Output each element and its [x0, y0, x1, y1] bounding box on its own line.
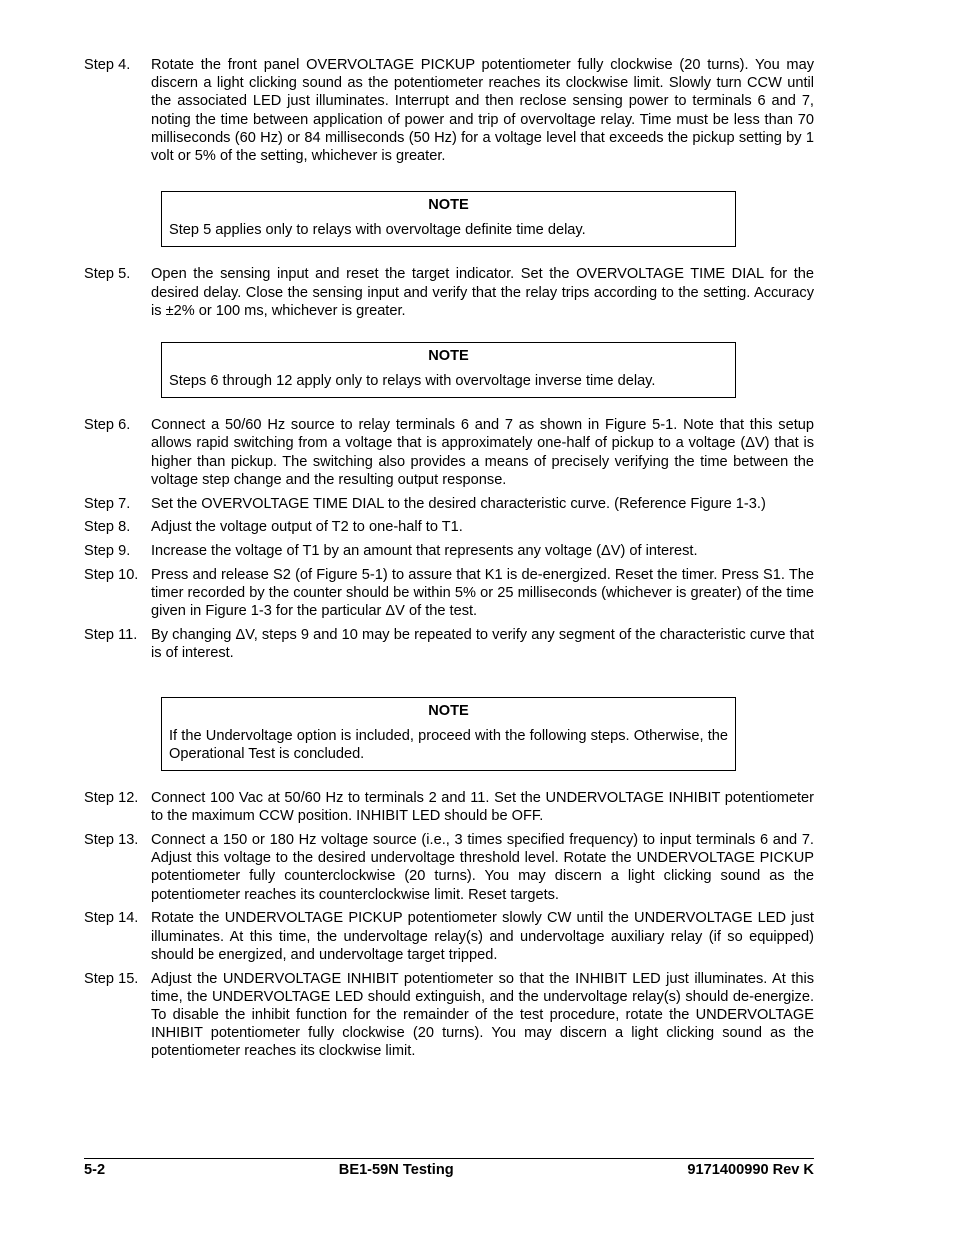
step-label: Step 10. — [84, 567, 139, 584]
step-label: Step 12. — [84, 790, 139, 807]
step-text: Adjust the voltage output of T2 to one-half to T1. — [151, 519, 463, 536]
footer-page-number: 5-2 — [84, 1162, 106, 1178]
step-text: By changing ΔV, steps 9 and 10 may be repeated to verify any segment of the characteristic curve that is of interest. — [151, 627, 814, 662]
step-11 — [84, 626, 814, 662]
step-9 — [84, 542, 814, 560]
note-text: If the Undervoltage option is included, proceed with the following steps. Otherwise, the Operational Test is concluded. — [169, 727, 728, 762]
step-label: Step 7. — [84, 495, 131, 512]
step-text: Connect 100 Vac at 50/60 Hz to terminals 2 and 11. Set the UNDERVOLTAGE INHIBIT potentiometer to the maximum CCW position. INHIBIT LED should be OFF. — [151, 790, 814, 825]
step-text: Connect a 150 or 180 Hz voltage source (i.e., 3 times specified frequency) to input terminals 6 and 7. Adjust this voltage to the desired undervoltage threshold level. Rotate the UNDERVOLTAGE PICKUP potentiometer fully counterclockwise (20 turns). You may discern a light clicking sound as the potentiometer reaches its counterclockwise limit. Reset targets. — [151, 832, 814, 903]
step-10 — [84, 566, 814, 621]
step-label: Step 5. — [84, 266, 131, 283]
step-14 — [84, 909, 814, 964]
step-label: Step 13. — [84, 832, 139, 849]
note-title: NOTE — [428, 197, 469, 214]
step-text: Rotate the UNDERVOLTAGE PICKUP potentiometer slowly CW until the UNDERVOLTAGE LED just illuminates. At this time, the undervoltage relay(s) and undervoltage auxiliary relay (if so equipped) should be energized, and undervoltage target tripped. — [151, 910, 814, 963]
step-label: Step 6. — [84, 417, 131, 434]
step-label: Step 15. — [84, 970, 139, 987]
footer-doc-number: 9171400990 Rev K — [687, 1162, 814, 1178]
note-title: NOTE — [428, 702, 469, 719]
step-12 — [84, 789, 814, 825]
footer-title: BE1-59N Testing — [338, 1162, 454, 1178]
step-8 — [84, 518, 814, 536]
step-label: Step 4. — [84, 57, 131, 73]
step-text: Increase the voltage of T1 by an amount that represents any voltage (ΔV) of interest. — [151, 543, 698, 560]
step-text: Adjust the UNDERVOLTAGE INHIBIT potentiometer so that the INHIBIT LED just illuminates. At this time, the UNDERVOLTAGE LED should extinguish, and the undervoltage relay(s) should de-energize. To disable the inhibit function for the remainder of the test procedure, rotate the UNDERVOLTAGE INHIBIT potentiometer fully clockwise (20 turns). You may discern a light clicking sound as the potentiometer reaches its clockwise limit. — [151, 970, 814, 1060]
note-text: Step 5 applies only to relays with overvoltage definite time delay. — [169, 222, 586, 239]
note-title: NOTE — [428, 348, 469, 365]
step-text: Open the sensing input and reset the target indicator. Set the OVERVOLTAGE TIME DIAL for the desired delay. Close the sensing input and verify that the relay trips according to the setting. Accuracy is ±2% or 100 ms, whichever is greater. — [151, 266, 814, 319]
note-text: Steps 6 through 12 apply only to relays with overvoltage inverse time delay. — [169, 373, 656, 390]
step-label: Step 9. — [84, 543, 131, 560]
note-box-2 — [161, 342, 736, 398]
step-text: Set the OVERVOLTAGE TIME DIAL to the desired characteristic curve. (Reference Figure 1-3.) — [151, 495, 766, 512]
step-5 — [84, 265, 814, 320]
step-6 — [84, 416, 814, 489]
step-7 — [84, 495, 814, 513]
note-box-3 — [161, 697, 736, 771]
step-text: Rotate the front panel OVERVOLTAGE PICKUP potentiometer fully clockwise (20 turns). You may discern a light clicking sound as the potentiometer reaches its clockwise limit. Slowly turn CCW until the associated LED just illuminates. Interrupt and then reclose sensing power to terminals 6 and 7, noting the time between application of power and trip of overvoltage relay. Time must be less than 70 milliseconds (60 Hz) or 84 milliseconds (50 Hz) for a voltage level that exceeds the pickup setting by 1 volt or 5% of the setting, whichever is greater. — [151, 57, 814, 165]
page-content — [84, 56, 814, 1066]
step-4 — [84, 56, 814, 165]
step-label: Step 11. — [84, 627, 138, 644]
step-text: Press and release S2 (of Figure 5-1) to assure that K1 is de-energized. Reset the timer. Press S1. The timer recorded by the counter should be within 5% or 25 milliseconds (whichever is greater) of the time given in Figure 1-3 for the particular ΔV of the test. — [151, 567, 814, 620]
note-box-1 — [161, 191, 736, 247]
step-label: Step 14. — [84, 910, 139, 927]
step-13 — [84, 831, 814, 904]
page-footer — [84, 1158, 814, 1179]
step-text: Connect a 50/60 Hz source to relay terminals 6 and 7 as shown in Figure 5-1. Note that this setup allows rapid switching from a voltage that is approximately one-half of pickup to a voltage (ΔV) that is higher than pickup. The switching also provides a means of precisely verifying the time between the voltage step change and the resulting output response. — [151, 417, 814, 488]
step-label: Step 8. — [84, 519, 131, 536]
step-15 — [84, 970, 814, 1061]
